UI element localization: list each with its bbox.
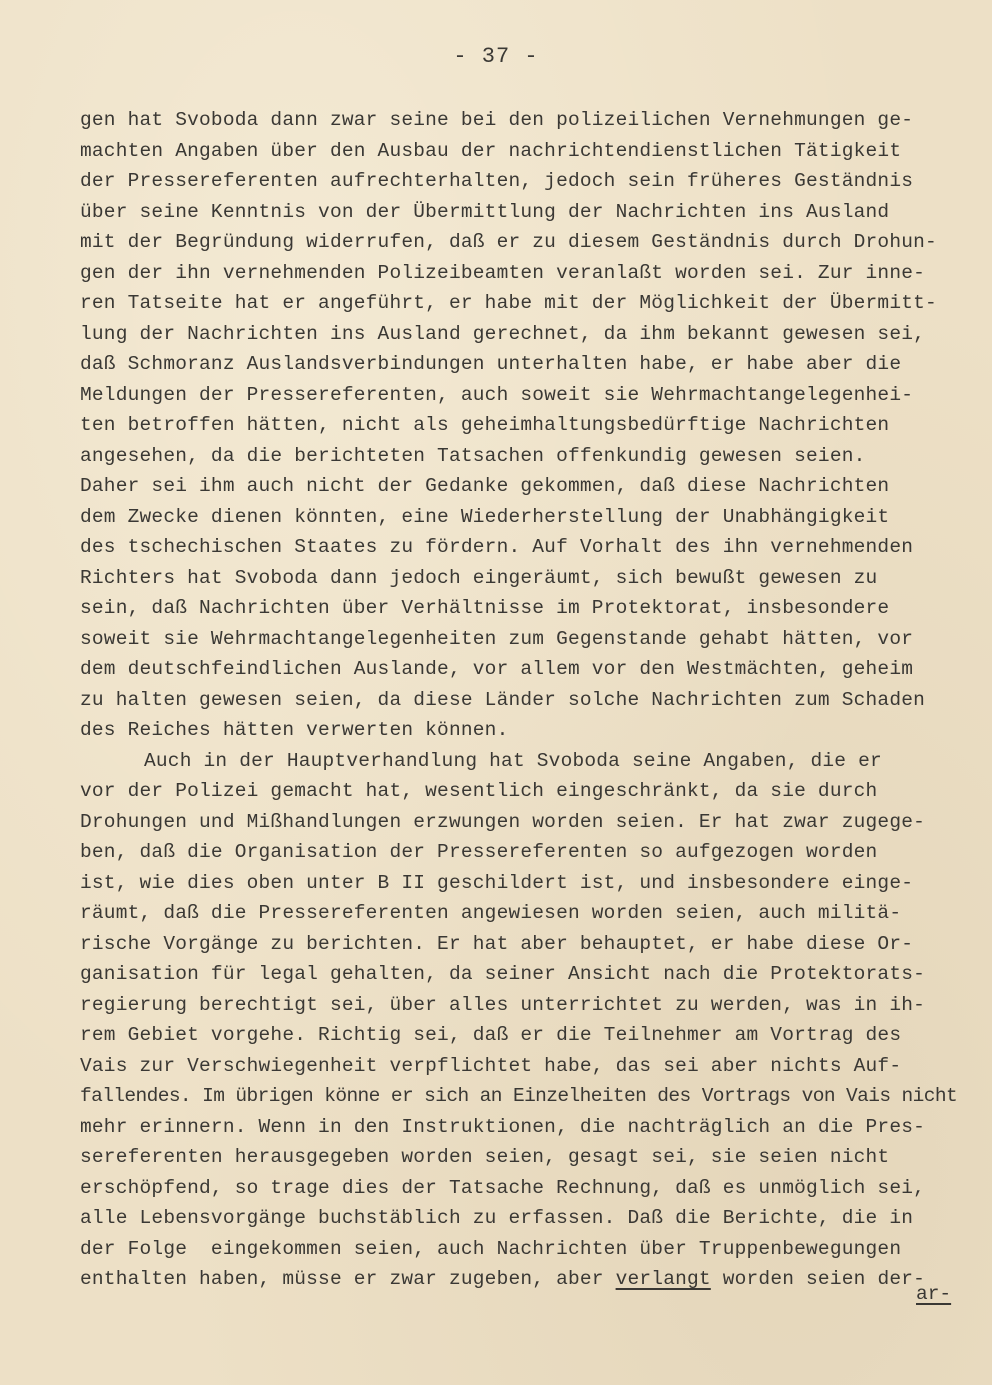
text-line: rische Vorgänge zu berichten. Er hat aber behauptet, er habe diese Or-: [80, 932, 914, 955]
text-line: ist, wie dies oben unter B II geschildert ist, und insbesondere einge-: [80, 871, 914, 894]
text-line: Richters hat Svoboda dann jedoch eingeräumt, sich bewußt gewesen zu: [80, 566, 878, 589]
text-line: zu halten gewesen seien, da diese Länder solche Nachrichten zum Schaden: [80, 688, 926, 711]
text-line: sein, daß Nachrichten über Verhältnisse im Protektorat, insbesondere: [80, 597, 890, 619]
text-line: daß Schmoranz Auslandsverbindungen unterhalten habe, er habe aber die: [80, 353, 902, 375]
text-line: Daher sei ihm auch nicht der Gedanke gekommen, daß diese Nachrichten: [80, 475, 890, 497]
text-line: dem deutschfeindlichen Auslande, vor allem vor den Westmächten, geheim: [80, 658, 914, 680]
text-line: des tschechischen Staates zu fördern. Auf Vorhalt des ihn vernehmenden: [80, 536, 914, 558]
text-line: Meldungen der Pressereferenten, auch soweit sie Wehrmachtangelegenhei-: [80, 383, 914, 406]
text-line: des Reiches hätten verwerten können.: [80, 719, 509, 741]
last-line-before: enthalten haben, müsse er zwar zugeben, aber: [80, 1268, 616, 1290]
underlined-word: verlangt: [615, 1268, 711, 1290]
text-line: machten Angaben über den Ausbau der nachrichtendienstlichen Tätigkeit: [80, 139, 902, 162]
last-text-line: [80, 1264, 980, 1295]
text-line: alle Lebensvorgänge buchstäblich zu erfassen. Daß die Berichte, die in: [80, 1207, 914, 1229]
text-line: ten betroffen hätten, nicht als geheimhaltungsbedürftige Nachrichten: [80, 414, 890, 436]
text-line: dem Zwecke dienen könnten, eine Wiederherstellung der Unabhängigkeit: [80, 505, 890, 528]
text-line: soweit sie Wehrmachtangelegenheiten zum Gegenstande gehabt hätten, vor: [80, 627, 914, 650]
text-line: gen der ihn vernehmenden Polizeibeamten veranlaßt worden sei. Zur inne-: [80, 261, 926, 284]
text-line: gen hat Svoboda dann zwar seine bei den polizeilichen Vernehmungen ge-: [80, 109, 914, 131]
paragraph-start-line: Auch in der Hauptverhandlung hat Svoboda seine Angaben, die er: [144, 749, 882, 772]
text-line: vor der Polizei gemacht hat, wesentlich eingeschränkt, da sie durch: [80, 780, 878, 802]
text-line: ganisation für legal gehalten, da seiner Ansicht nach die Protektorats-: [80, 963, 926, 985]
text-line: Vais zur Verschwiegenheit verpflichtet habe, das sei aber nichts Auf-: [80, 1054, 902, 1077]
last-line-after: worden seien der-: [710, 1268, 926, 1290]
body-text: [80, 105, 980, 1295]
text-line: ren Tatseite hat er angeführt, er habe mit der Möglichkeit der Übermitt-: [80, 292, 937, 314]
text-line: erschöpfend, so trage dies der Tatsache Rechnung, daß es unmöglich sei,: [80, 1176, 926, 1199]
text-line: Drohungen und Mißhandlungen erzwungen worden seien. Er hat zwar zugege-: [80, 810, 926, 833]
text-line: fallendes. Im übrigen könne er sich an Einzelheiten des Vortrags von Vais nicht: [80, 1085, 958, 1107]
text-line: angesehen, da die berichteten Tatsachen offenkundig gewesen seien.: [80, 444, 866, 467]
text-line: über seine Kenntnis von der Übermittlung der Nachrichten ins Ausland: [80, 200, 890, 223]
text-line: mehr erinnern. Wenn in den Instruktionen, die nachträglich an die Pres-: [80, 1115, 926, 1138]
text-line: der Folge eingekommen seien, auch Nachrichten über Truppenbewegungen: [80, 1237, 902, 1260]
text-line: räumt, daß die Pressereferenten angewiesen worden seien, auch militä-: [80, 902, 902, 924]
text-line: rem Gebiet vorgehe. Richtig sei, daß er die Teilnehmer am Vortrag des: [80, 1024, 902, 1046]
text-line: regierung berechtigt sei, über alles unterrichtet zu werden, was in ih-: [80, 993, 926, 1016]
text-line: der Pressereferenten aufrechterhalten, jedoch sein früheres Geständnis: [80, 170, 914, 192]
text-line: sereferenten herausgegeben worden seien, gesagt sei, sie seien nicht: [80, 1146, 890, 1168]
page-number: - 37 -: [453, 44, 539, 69]
text-line: mit der Begründung widerrufen, daß er zu diesem Geständnis durch Drohun-: [80, 231, 937, 253]
text-line: lung der Nachrichten ins Ausland gerechnet, da ihm bekannt gewesen sei,: [80, 322, 926, 345]
catchword: ar-: [916, 1283, 952, 1305]
text-line: ben, daß die Organisation der Pressereferenten so aufgezogen worden: [80, 841, 878, 863]
